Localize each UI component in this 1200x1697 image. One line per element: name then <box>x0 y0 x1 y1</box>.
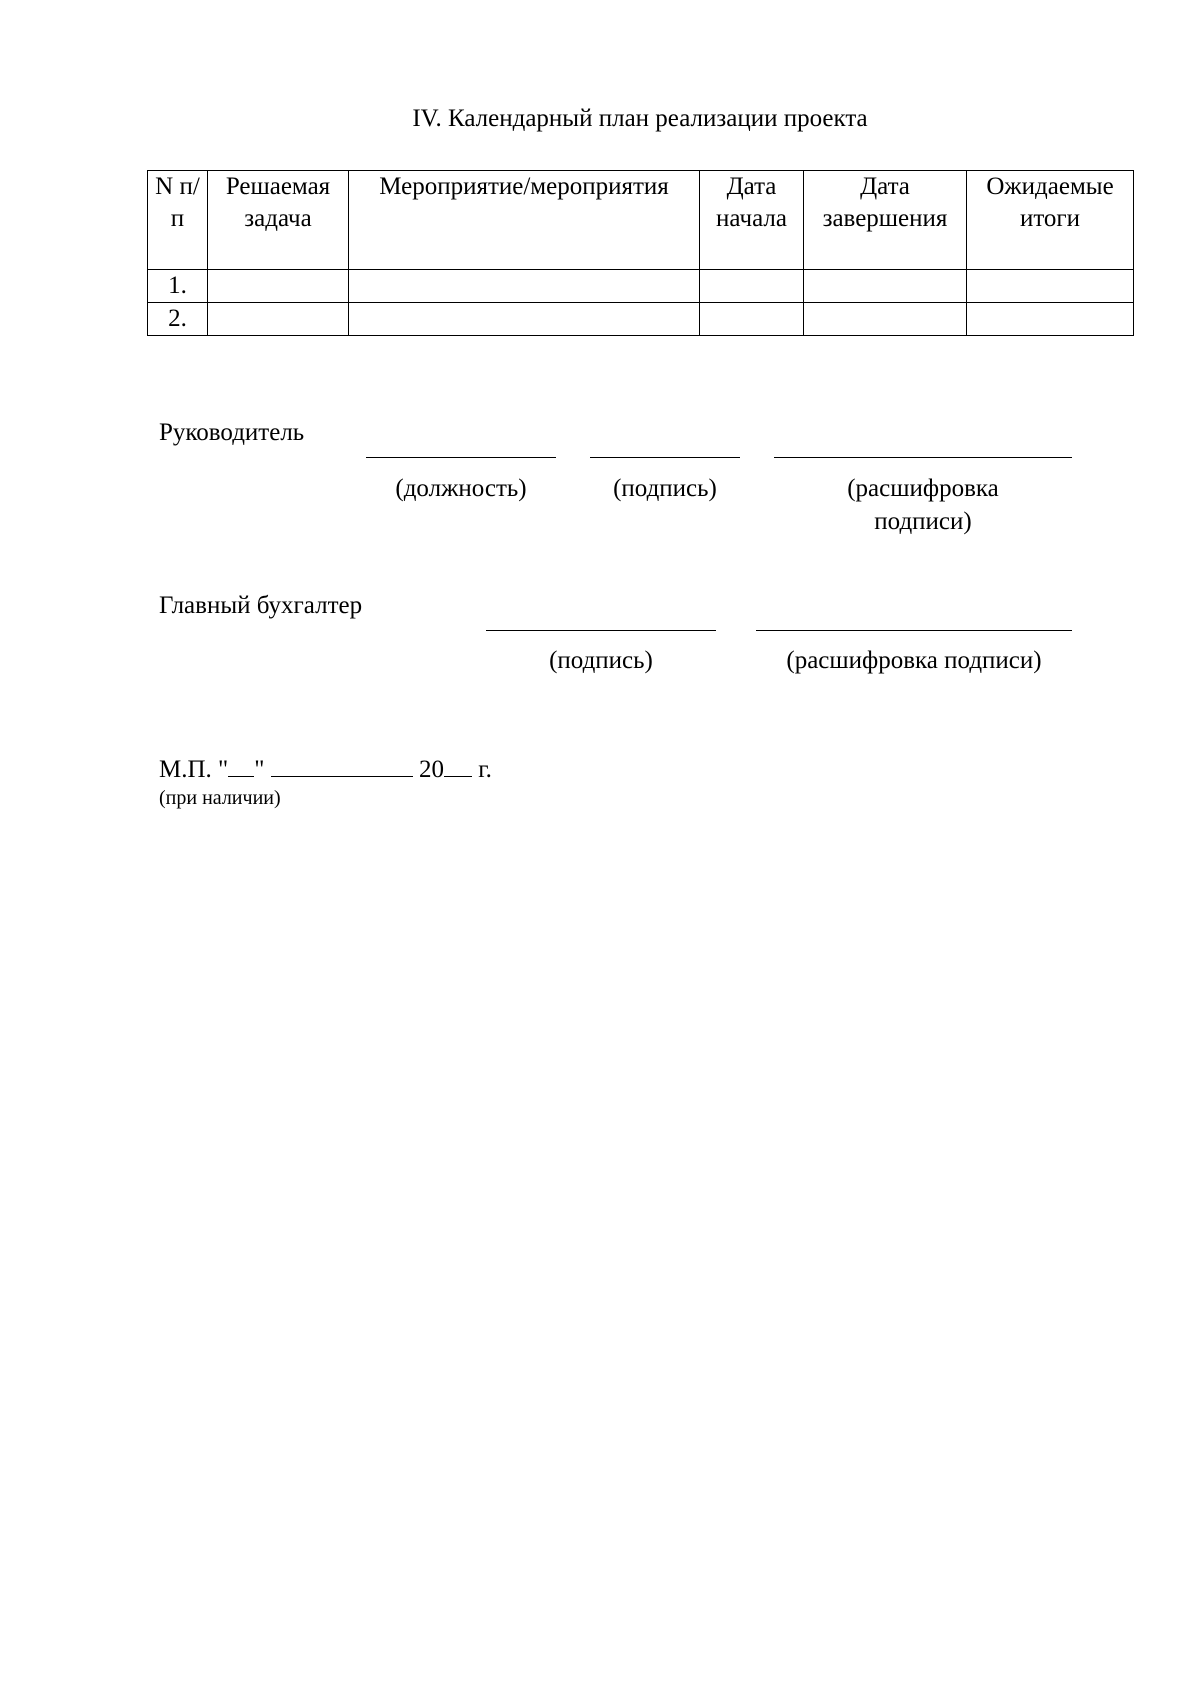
header-cell-start-date: Дата начала <box>700 171 804 270</box>
head-label: Руководитель <box>159 419 305 446</box>
head-decoding-line[interactable] <box>774 457 1072 458</box>
header-cell-activity: Мероприятие/мероприятия <box>349 171 700 270</box>
month-blank[interactable] <box>271 752 413 777</box>
table-header-row <box>148 171 1134 270</box>
page-title: IV. Календарный план реализации проекта <box>412 105 868 132</box>
accountant-signature-caption: (подпись) <box>549 647 653 674</box>
table-cell[interactable] <box>208 303 349 336</box>
stamp-year-prefix: 20 <box>412 756 444 783</box>
stamp-date-line <box>159 752 492 785</box>
day-blank[interactable] <box>228 752 254 777</box>
head-signature-caption: (подпись) <box>613 475 717 502</box>
table-cell[interactable] <box>804 303 967 336</box>
accountant-decoding-line[interactable] <box>756 630 1072 631</box>
header-cell-end-date: Дата завершения <box>804 171 967 270</box>
head-decoding-caption: (расшифровка подписи) <box>847 475 999 535</box>
table-cell-number: 1. <box>148 270 208 303</box>
table-row <box>148 303 1134 336</box>
stamp-note: (при наличии) <box>159 787 281 809</box>
accountant-label: Главный бухгалтер <box>159 592 363 619</box>
head-position-caption: (должность) <box>395 475 527 502</box>
calendar-plan-table <box>147 170 1134 336</box>
table-cell[interactable] <box>349 270 700 303</box>
header-cell-number: N п/п <box>148 171 208 270</box>
stamp-prefix: М.П. " <box>159 756 229 783</box>
head-signature-line[interactable] <box>590 457 740 458</box>
stamp-year-suffix: г. <box>471 756 492 783</box>
year-blank[interactable] <box>444 752 472 777</box>
accountant-decoding-caption: (расшифровка подписи) <box>786 647 1042 674</box>
header-cell-task: Решаемая задача <box>208 171 349 270</box>
head-position-line[interactable] <box>366 457 556 458</box>
table-cell[interactable] <box>700 270 804 303</box>
table-cell[interactable] <box>700 303 804 336</box>
stamp-quote-close: " <box>254 756 271 783</box>
table-cell[interactable] <box>967 270 1134 303</box>
header-cell-expected-results: Ожидаемые итоги <box>967 171 1134 270</box>
accountant-signature-line[interactable] <box>486 630 716 631</box>
table-cell[interactable] <box>804 270 967 303</box>
table-cell[interactable] <box>349 303 700 336</box>
table-cell[interactable] <box>208 270 349 303</box>
table-cell-number: 2. <box>148 303 208 336</box>
table-cell[interactable] <box>967 303 1134 336</box>
table-row <box>148 270 1134 303</box>
